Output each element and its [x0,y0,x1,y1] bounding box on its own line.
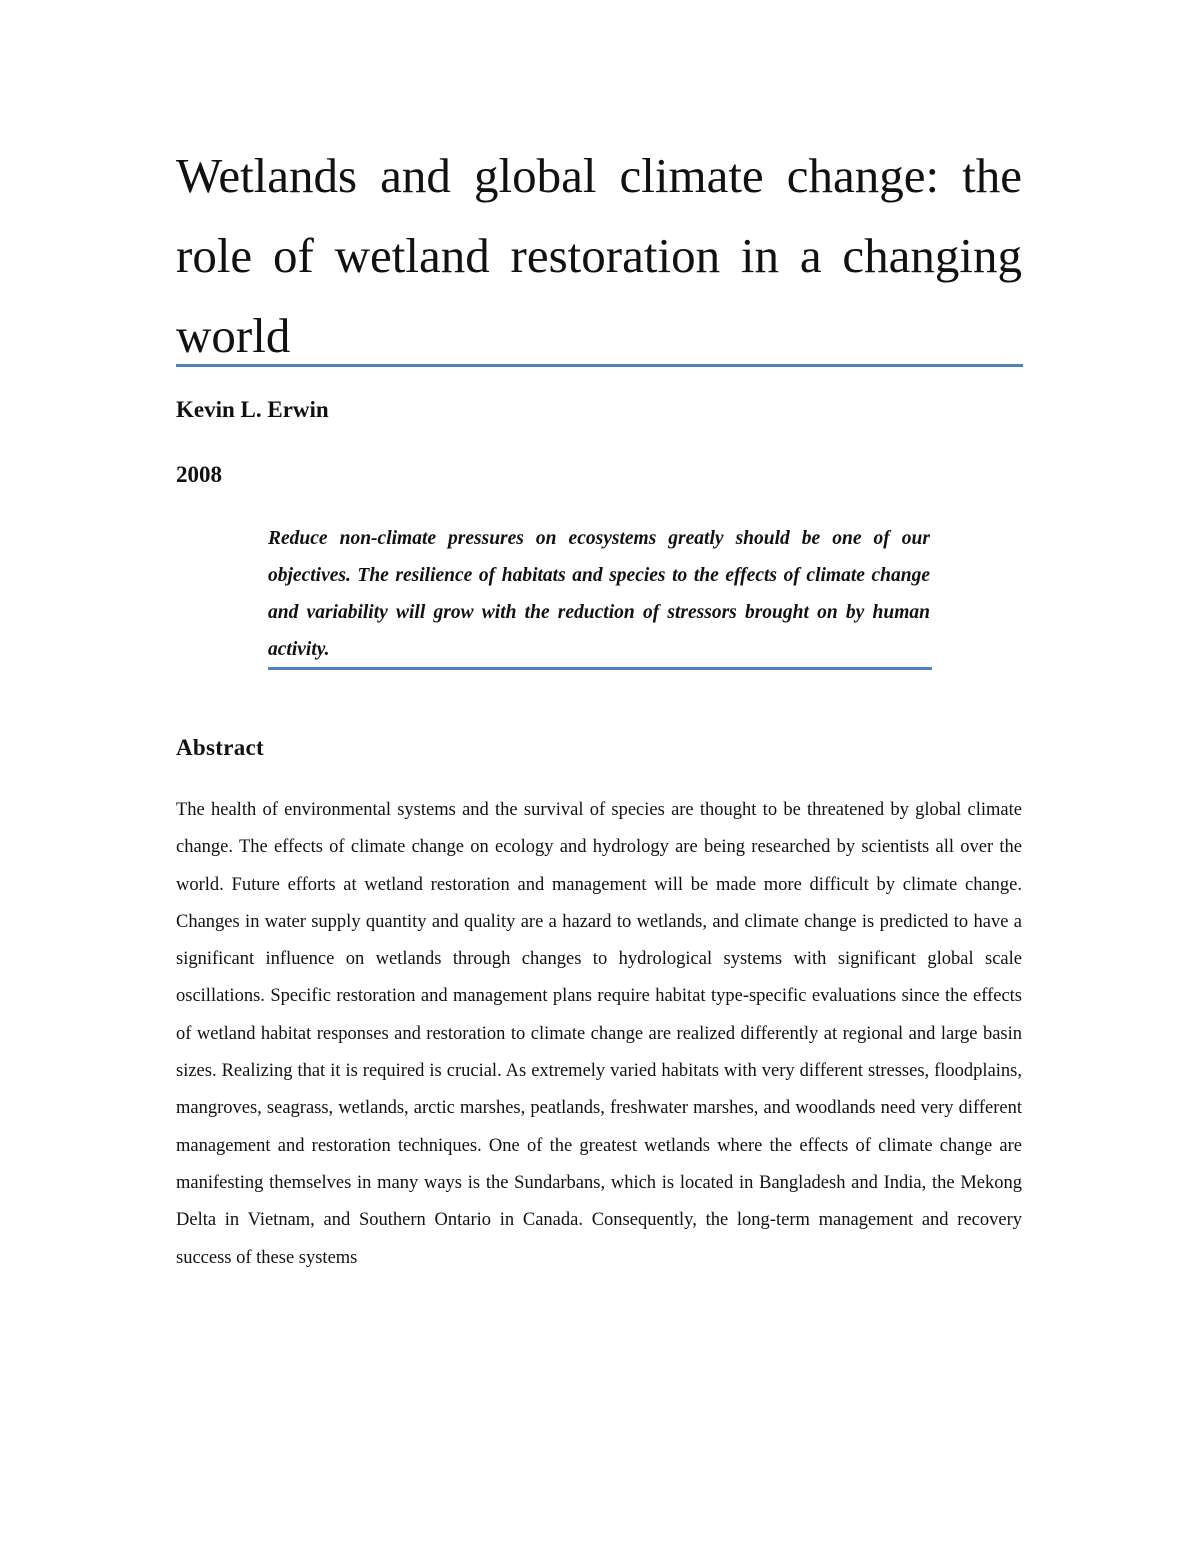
author-name: Kevin L. Erwin [176,397,329,422]
abstract-body: The health of environmental systems and the survival of species are thought to be threatened by global climate change. The effects of climate change on ecology and hydrology are being researched by scientists all over the world. Future efforts at wetland restoration and management will be made more difficult by climate change. Changes in water supply quantity and quality are a hazard to wetlands, and climate change is predicted to have a significant influence on wetlands through changes to hydrological systems with significant global scale oscillations. Specific restoration and management plans require habitat type-specific evaluations since the effects of wetland habitat responses and restoration to climate change are realized differently at regional and large basin sizes. Realizing that it is required is crucial. As extremely varied habitats with very different stresses, floodplains, mangroves, seagrass, wetlands, arctic marshes, peatlands, freshwater marshes, and woodlands need very different management and restoration techniques. One of the greatest wetlands where the effects of climate change are manifesting themselves in many ways is the Sundarbans, which is located in Bangladesh and India, the Mekong Delta in Vietnam, and Southern Ontario in Canada. Consequently, the long-term management and recovery success of these systems [176,800,1022,1268]
title-divider [176,364,1023,367]
publication-year: 2008 [176,462,222,487]
epigraph-quote: Reduce non-climate pressures on ecosystems greatly should be one of our objectives. The resilience of habitats and species to the effects of climate change and variability will grow with the reduction of stressors brought on by human activity. [268,528,930,660]
page-title: Wetlands and global climate change: the role of wetland restoration in a changing world [176,148,1022,363]
quote-divider [268,667,932,670]
abstract-heading: Abstract [176,735,264,760]
